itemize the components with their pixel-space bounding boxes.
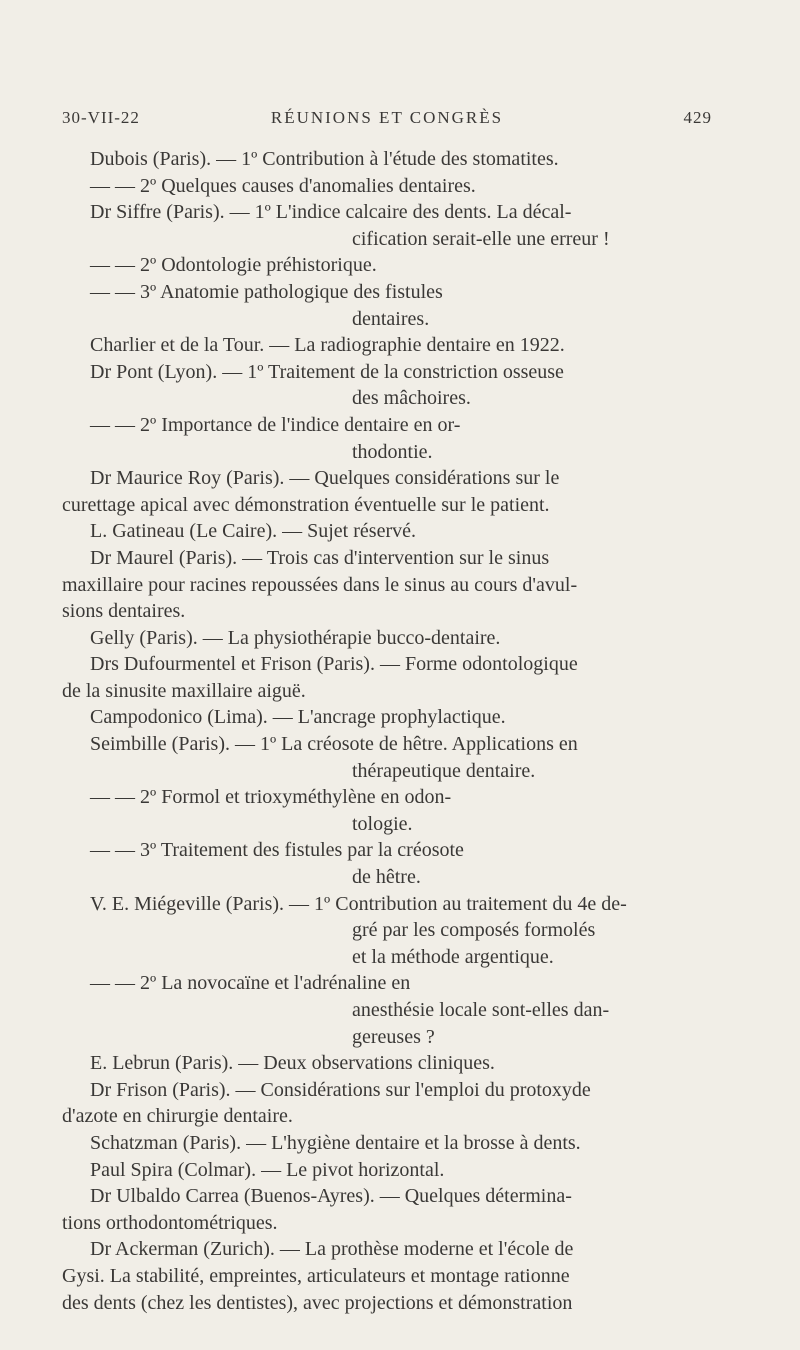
page-number: 429 bbox=[683, 108, 712, 127]
text-line: tologie. bbox=[352, 812, 413, 835]
text-line: Dubois (Paris). — 1º Contribution à l'étude des stomatites. bbox=[90, 148, 559, 170]
text-line: Paul Spira (Colmar). — Le pivot horizontal. bbox=[90, 1158, 445, 1181]
text-line: Dr Ackerman (Zurich). — La prothèse moderne et l'école de bbox=[90, 1238, 574, 1261]
text-line: — — 2º Formol et trioxyméthylène en odon- bbox=[90, 786, 452, 809]
text-line: dentaires. bbox=[352, 307, 430, 330]
text-line: — — 2º Importance de l'indice dentaire en or- bbox=[90, 413, 461, 436]
text-line: Gelly (Paris). — La physiothérapie bucco-dentaire. bbox=[90, 626, 501, 649]
text-line: Dr Pont (Lyon). — 1º Traitement de la constriction osseuse bbox=[90, 360, 564, 383]
text-line: des mâchoires. bbox=[352, 387, 471, 410]
text-line: Dr Maurice Roy (Paris). — Quelques considérations sur le bbox=[90, 467, 560, 490]
running-header bbox=[62, 108, 712, 134]
text-line: d'azote en chirurgie dentaire. bbox=[62, 1105, 293, 1128]
text-line: thodontie. bbox=[352, 440, 433, 463]
text-line: — — 3º Traitement des fistules par la créosote bbox=[90, 839, 464, 862]
text-line: de la sinusite maxillaire aiguë. bbox=[62, 679, 306, 702]
text-line: maxillaire pour racines repoussées dans le sinus au cours d'avul- bbox=[62, 573, 578, 596]
text-line: — — 2º La novocaïne et l'adrénaline en bbox=[90, 972, 411, 995]
text-line: Charlier et de la Tour. — La radiographie dentaire en 1922. bbox=[90, 334, 565, 357]
text-line: gereuses ? bbox=[352, 1025, 435, 1048]
text-line: Seimbille (Paris). — 1º La créosote de hêtre. Applications en bbox=[90, 733, 578, 756]
text-line: thérapeutique dentaire. bbox=[352, 759, 536, 782]
header-date: 30-VII-22 bbox=[62, 108, 140, 127]
text-line: — — 2º Quelques causes d'anomalies dentaires. bbox=[90, 174, 476, 197]
text-line: Dr Maurel (Paris). — Trois cas d'intervention sur le sinus bbox=[90, 546, 550, 569]
text-line: L. Gatineau (Le Caire). — Sujet réservé. bbox=[90, 520, 416, 543]
text-line: Dr Frison (Paris). — Considérations sur l'emploi du protoxyde bbox=[90, 1078, 591, 1101]
text-line: Gysi. La stabilité, empreintes, articulateurs et montage rationne bbox=[62, 1264, 570, 1287]
text-line: des dents (chez les dentistes), avec projections et démonstration bbox=[62, 1291, 573, 1314]
text-line: V. E. Miégeville (Paris). — 1º Contribution au traitement du 4e de- bbox=[90, 892, 627, 915]
text-line: Campodonico (Lima). — L'ancrage prophylactique. bbox=[90, 706, 506, 729]
text-line: cification serait-elle une erreur ! bbox=[352, 227, 610, 250]
text-line: sions dentaires. bbox=[62, 600, 186, 623]
text-line: Drs Dufourmentel et Frison (Paris). — Forme odontologique bbox=[90, 653, 578, 676]
program-list bbox=[62, 146, 712, 1316]
text-line: Schatzman (Paris). — L'hygiène dentaire et la brosse à dents. bbox=[90, 1131, 581, 1154]
text-line: — — 3º Anatomie pathologique des fistules bbox=[90, 280, 443, 303]
text-line: de hêtre. bbox=[352, 866, 421, 889]
text-line: anesthésie locale sont-elles dan- bbox=[352, 999, 610, 1021]
text-line: et la méthode argentique. bbox=[352, 945, 554, 968]
text-line: gré par les composés formolés bbox=[352, 919, 596, 942]
text-line: curettage apical avec démonstration éventuelle sur le patient. bbox=[62, 493, 550, 516]
text-line: Dr Siffre (Paris). — 1º L'indice calcaire des dents. La décal- bbox=[90, 201, 572, 224]
header-title: RÉUNIONS ET CONGRÈS bbox=[270, 108, 504, 127]
text-line: Dr Ulbaldo Carrea (Buenos-Ayres). — Quelques détermina- bbox=[90, 1185, 572, 1208]
text-line: — — 2º Odontologie préhistorique. bbox=[90, 254, 377, 277]
text-line: E. Lebrun (Paris). — Deux observations cliniques. bbox=[90, 1052, 495, 1075]
text-line: tions orthodontométriques. bbox=[62, 1211, 278, 1234]
